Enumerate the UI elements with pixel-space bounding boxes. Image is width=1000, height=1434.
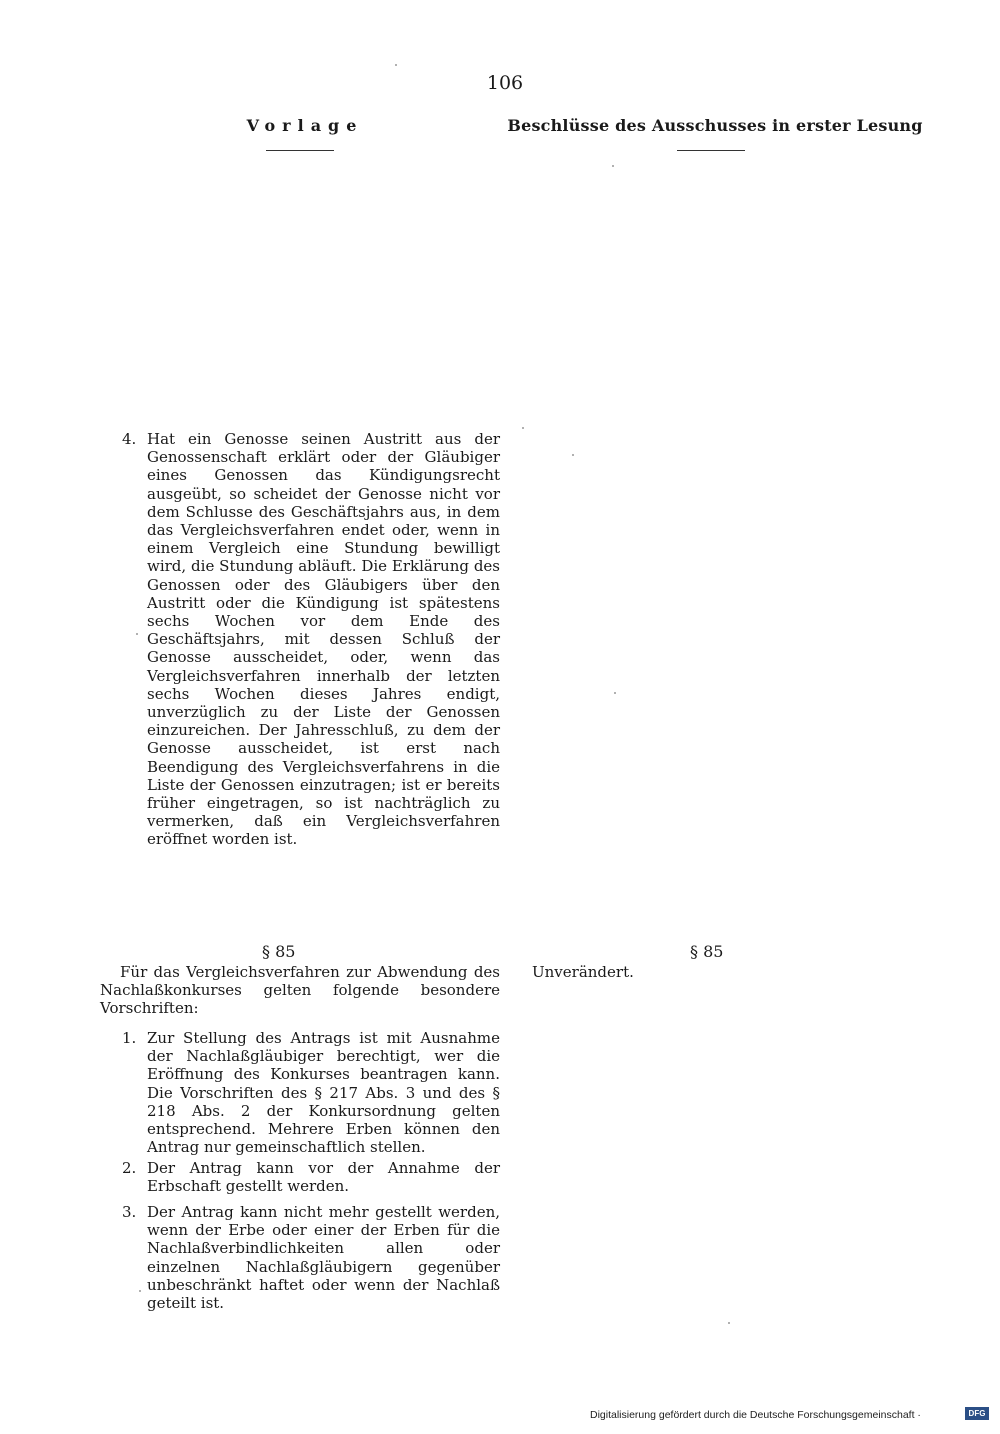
left-column-header: Vorlage (246, 116, 364, 135)
list-item-text: Der Antrag kann nicht mehr gestellt werden, wenn der Erbe oder einer der Erben für die Nachlaßverbindlichkeiten allen oder einzelnen Nachlaßgläubigern gegenüber unbeschränkt haftet oder wenn der Nachlaß geteilt ist. (147, 1203, 500, 1313)
right-header-rule (677, 150, 745, 151)
item-4-text: Hat ein Genosse seinen Austritt aus der Genossenschaft erklärt oder der Gläubiger eines Genossen das Kündigungsrecht ausgeübt, so scheidet der Genosse nicht vor dem Schlusse des Geschäftsjahrs aus, in dem das Vergleichsverfahren endet oder, wenn in einem Vergleich eine Stundung bewilligt wird, die Stundung abläuft. Die Erklärung des Genossen oder des Gläubigers über den Austritt oder die Kündigung ist spätestens sechs Wochen vor dem Ende des Geschäftsjahrs, mit dessen Schluß der Genosse ausscheidet, oder, wenn das Vergleichsverfahren innerhalb der letzten sechs Wochen dieses Jahres endigt, unverzüglich zu der Liste der Genossen einzureichen. Der Jahresschluß, zu dem der Genosse ausscheidet, ist erst nach Beendigung des Vergleichsverfahrens in die Liste der Genossen einzutragen; ist er bereits früher eingetragen, so ist nachträglich zu vermerken, daß ein Vergleichsverfahren eröffnet worden ist. (147, 430, 500, 849)
section-85-intro: Für das Vergleichsverfahren zur Abwendung des Nachlaßkonkurses gelten folgende besondere Vorschriften: (100, 963, 500, 1018)
unchanged-note: Unverändert. (532, 963, 634, 981)
digitization-credit: Digitalisierung gefördert durch die Deutsche Forschungsgemeinschaft · (590, 1409, 921, 1421)
section-85-item-2 (122, 1159, 500, 1195)
section-85-heading-left: § 85 (262, 942, 296, 961)
scan-speck (522, 427, 524, 429)
list-item-text: Zur Stellung des Antrags ist mit Ausnahme der Nachlaßgläubiger berechtigt, wer die Eröffnung des Konkurses beantragen kann. Die Vorschriften des § 217 Abs. 3 und des § 218 Abs. 2 der Konkursordnung gelten entsprechend. Mehrere Erben können den Antrag nur gemeinschaftlich stellen. (147, 1029, 500, 1157)
right-column-header: Beschlüsse des Ausschusses in erster Lesung (507, 116, 923, 135)
scan-speck (614, 692, 616, 694)
scan-speck (728, 1322, 730, 1324)
scan-speck (572, 454, 574, 456)
scan-speck (139, 1290, 141, 1292)
left-header-rule (266, 150, 334, 151)
section-85-item-3 (122, 1203, 500, 1312)
list-item-number: 1. (122, 1029, 137, 1047)
page-number: 106 (486, 72, 524, 94)
scan-speck (612, 165, 614, 167)
dfg-logo: DFG (965, 1407, 989, 1420)
section-85-heading-right: § 85 (690, 942, 724, 961)
scan-speck (395, 64, 397, 66)
item-4-paragraph (122, 430, 500, 849)
section-85-item-1 (122, 1029, 500, 1156)
scan-speck (136, 633, 138, 635)
list-item-text: Der Antrag kann vor der Annahme der Erbschaft gestellt werden. (147, 1159, 500, 1196)
list-item-number: 3. (122, 1203, 137, 1221)
list-item-number: 2. (122, 1159, 137, 1177)
item-4-number: 4. (122, 430, 137, 448)
